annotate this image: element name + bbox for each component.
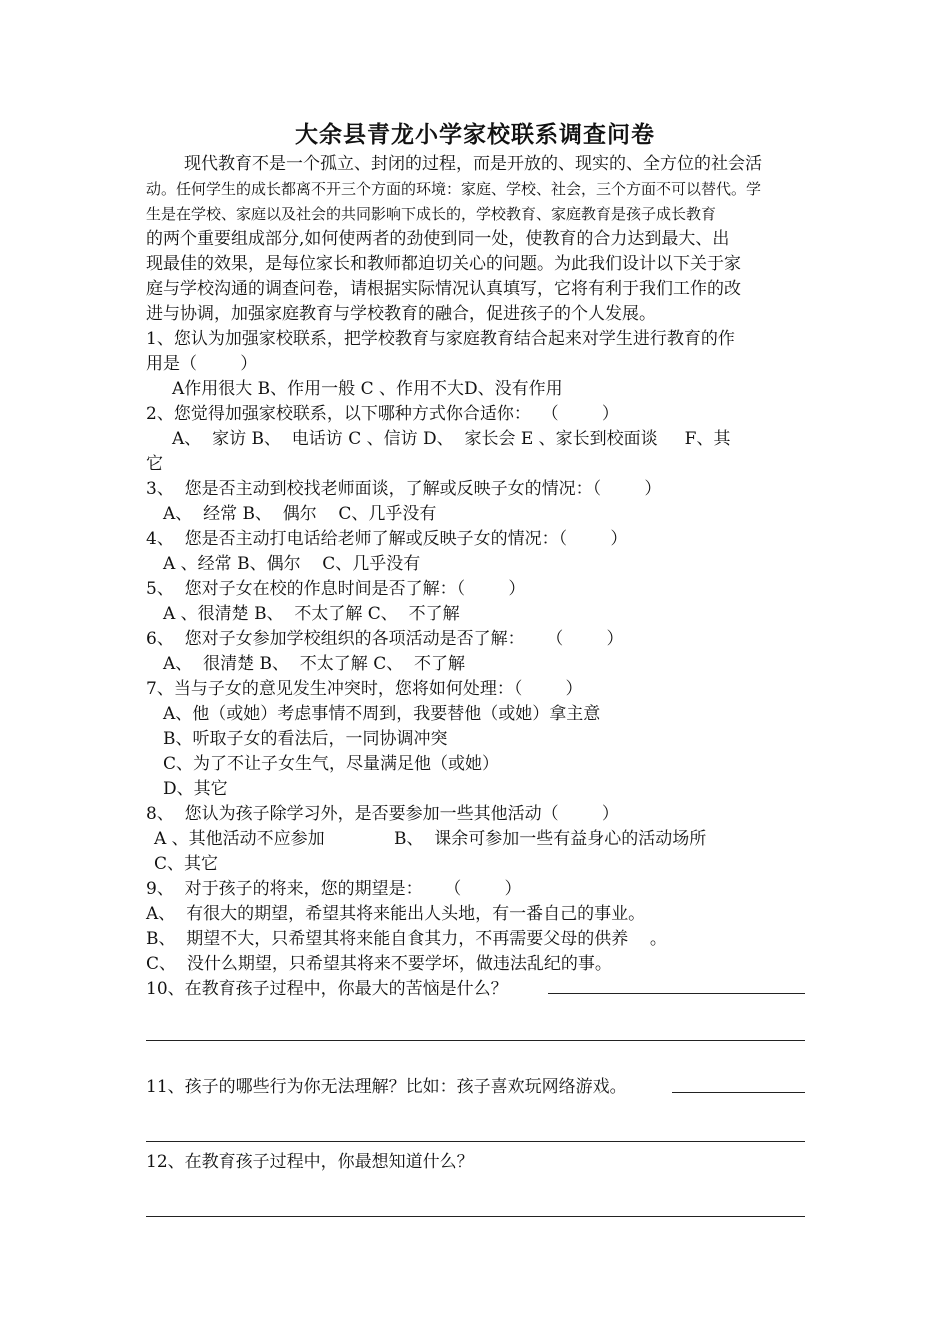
intro-line: 生是在学校、家庭以及社会的共同影响下成长的，学校教育、家庭教育是孩子成长教育 (146, 205, 717, 223)
question-7-option-d: D、其它 (163, 779, 228, 799)
intro-line: 现代教育不是一个孤立、封闭的过程，而是开放的、现实的、全方位的社会活 (184, 154, 762, 174)
question-8-option-a: A 、其他活动不应参加 (154, 829, 325, 849)
question-7-text[interactable]: 7、当与子女的意见发生冲突时，您将如何处理：（ ） (146, 679, 583, 699)
question-1-answer-blank[interactable]: 用是（ ） (146, 354, 258, 374)
question-3-text[interactable]: 3、 您是否主动到校找老师面谈，了解或反映子女的情况：（ ） (146, 479, 662, 499)
question-8-option-c: C、其它 (154, 854, 219, 874)
question-12-text: 12、在教育孩子过程中，你最想知道什么？ (146, 1152, 474, 1172)
question-11-text: 11、孩子的哪些行为你无法理解？比如：孩子喜欢玩网络游戏。 (146, 1077, 627, 1097)
page-title: 大余县青龙小学家校联系调查问卷 (295, 122, 655, 148)
question-6-text[interactable]: 6、 您对子女参加学校组织的各项活动是否了解： （ ） (146, 629, 624, 649)
intro-line: 现最佳的效果，是每位家长和教师都迫切关心的问题。为此我们设计以下关于家 (146, 254, 741, 274)
question-6-options: A、 很清楚 B、 不太了解 C、 不了解 (163, 654, 466, 674)
question-11-answer-line-2[interactable] (146, 1141, 805, 1142)
question-10-text: 10、在教育孩子过程中，你最大的苦恼是什么？ (146, 979, 508, 999)
question-7-option-c: C、为了不让子女生气，尽量满足他（或她） (163, 754, 500, 774)
question-4-options: A 、经常 B、偶尔 C、几乎没有 (163, 554, 421, 574)
question-2-text[interactable]: 2、您觉得加强家校联系，以下哪种方式你合适你： （ ） (146, 404, 619, 424)
question-9-option-a: A、 有很大的期望，希望其将来能出人头地，有一番自己的事业。 (146, 904, 646, 924)
question-10-answer-line[interactable] (548, 993, 805, 994)
question-8-option-b: B、 课余可参加一些有益身心的活动场所 (394, 829, 707, 849)
intro-line: 的两个重要组成部分,如何使两者的劲使到同一处，使教育的合力达到最大、出 (146, 229, 730, 249)
question-5-options: A 、很清楚 B、 不太了解 C、 不了解 (163, 604, 460, 624)
question-12-answer-line[interactable] (146, 1216, 805, 1217)
question-7-option-a: A、他（或她）考虑事情不周到，我要替他（或她）拿主意 (163, 704, 601, 724)
intro-line: 庭与学校沟通的调查问卷，请根据实际情况认真填写，它将有利于我们工作的改 (146, 279, 741, 299)
question-10-answer-line-2[interactable] (146, 1040, 805, 1041)
intro-line: 动。任何学生的成长都离不开三个方面的环境：家庭、学校、社会，三个方面不可以替代。学 (146, 180, 762, 198)
question-3-options: A、 经常 B、 偶尔 C、几乎没有 (163, 504, 437, 524)
question-4-text[interactable]: 4、 您是否主动打电话给老师了解或反映子女的情况：（ ） (146, 529, 628, 549)
question-9-text[interactable]: 9、 对于孩子的将来，您的期望是： （ ） (146, 879, 522, 899)
question-9-option-b: B、 期望不大，只希望其将来能自食其力，不再需要父母的供养 。 (146, 929, 667, 949)
question-1-options: A作用很大 B、作用一般 C 、作用不大D、没有作用 (172, 379, 563, 399)
question-1-text: 1、您认为加强家校联系，把学校教育与家庭教育结合起来对学生进行教育的作 (146, 329, 735, 349)
question-5-text[interactable]: 5、 您对子女在校的作息时间是否了解：（ ） (146, 579, 526, 599)
question-8-text[interactable]: 8、 您认为孩子除学习外，是否要参加一些其他活动（ ） (146, 804, 619, 824)
question-11-answer-line[interactable] (672, 1092, 805, 1093)
intro-line: 进与协调，加强家庭教育与学校教育的融合，促进孩子的个人发展。 (146, 304, 656, 324)
question-9-option-c: C、 没什么期望，只希望其将来不要学坏，做违法乱纪的事。 (146, 954, 612, 974)
question-7-option-b: B、听取子女的看法后，一同协调冲突 (163, 729, 448, 749)
question-2-options-cont: 它 (146, 454, 163, 474)
question-2-options: A、 家访 B、 电话访 C 、信访 D、 家长会 E 、家长到校面谈 F、其 (172, 429, 731, 449)
